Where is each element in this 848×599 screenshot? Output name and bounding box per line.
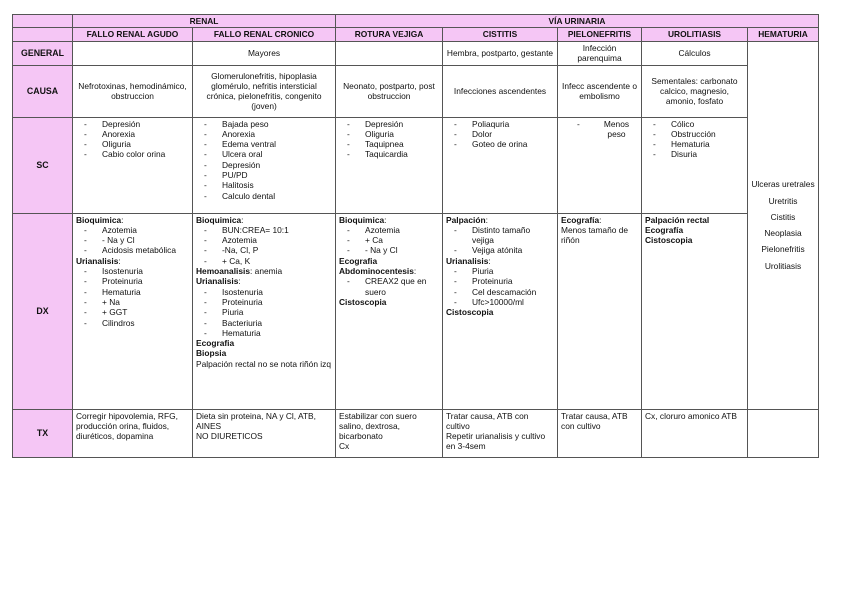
tx-rotura — [336, 409, 443, 457]
sc-pielonefritis — [558, 117, 642, 213]
list-item: - Isostenuria — [204, 287, 332, 297]
list-item: - + Ca — [347, 235, 439, 245]
dx-label: Urianalisis — [446, 255, 489, 266]
list-item: - - Na y Cl — [84, 235, 189, 245]
list-item: - Depresión — [84, 119, 189, 129]
list-item: - Dolor — [454, 129, 554, 139]
list-item: - Depresión — [204, 160, 332, 170]
list-item: - Cel descamación — [454, 287, 554, 297]
dx-label: Urianalisis — [196, 276, 239, 287]
urinary-pathology-table — [12, 14, 819, 458]
corner-cell-2 — [13, 28, 73, 41]
dx-label: Ecografía — [645, 224, 684, 235]
list-item: - Halitosis — [204, 180, 332, 190]
dx-agudo: Bioquimica: - Azotemia - - Na y Cl - Acidosis metabólica Urianalisis: - Isostenuria - Proteinuria - Hematuria - + Na - + GGT - Cilindros — [73, 213, 193, 409]
causa-urolitiasis: Sementales: carbonato calcico, magnesio, amonio, fosfato — [642, 65, 748, 117]
list-item: - Goteo de orina — [454, 139, 554, 149]
row-header-dx: DX — [13, 213, 73, 409]
col-header-fallo-agudo: FALLO RENAL AGUDO — [73, 28, 193, 41]
dx-label: Urianalisis — [76, 255, 119, 266]
list-item: - BUN:CREA= 10:1 — [204, 225, 332, 235]
list-item: - Oliguria — [347, 129, 439, 139]
general-cronico: Mayores — [193, 41, 336, 65]
sc-agudo — [73, 117, 193, 213]
list-item: - Azotemia — [347, 225, 439, 235]
list-item: - CREAX2 que en suero — [347, 276, 439, 297]
list-item: - Ufc>10000/ml — [454, 297, 554, 307]
list-item: - Piuria — [454, 266, 554, 276]
tx-line: Dieta sin proteina, NA y Cl, ATB, AINES — [196, 410, 316, 431]
list-item: - + GGT — [84, 307, 189, 317]
sc-cistitis — [443, 117, 558, 213]
general-cistitis: Hembra, postparto, gestante — [443, 41, 558, 65]
list-item: - + Na — [84, 297, 189, 307]
list-item: - Hematuria — [204, 328, 332, 338]
dx-label: Ecografia — [339, 255, 378, 266]
list-item: - Calculo dental — [204, 191, 332, 201]
list-item: - Proteinuria — [454, 276, 554, 286]
sc-rotura — [336, 117, 443, 213]
dx-label: Biopsia — [196, 348, 227, 359]
list-item: - Poliaquria — [454, 119, 554, 129]
col-header-fallo-cronico: FALLO RENAL CRONICO — [193, 28, 336, 41]
list-item: - Azotemia — [204, 235, 332, 245]
hematuria-cause: Pielonefritis — [761, 244, 805, 255]
hematuria-cause: Urolitiasis — [764, 260, 802, 271]
list-item: - + Ca, K — [204, 256, 332, 266]
dx-value: Palpación rectal no se nota riñón izq — [196, 358, 332, 369]
list-item: - Azotemia — [84, 225, 189, 235]
hematuria-causes-cell — [748, 41, 819, 409]
tx-cronico — [193, 409, 336, 457]
hematuria-cause: Uretritis — [768, 195, 798, 206]
dx-value: Menos tamaño de riñón — [561, 224, 629, 246]
dx-pielonefritis: Ecografía: Menos tamaño de riñón — [558, 213, 642, 409]
tx-pielonefritis: Tratar causa, ATB con cultivo — [558, 409, 642, 457]
dx-label: Hemoanalisis — [196, 266, 250, 277]
dx-label: Ecografia — [196, 338, 235, 349]
list-item: - Piuria — [204, 307, 332, 317]
list-item: - Anorexia — [84, 129, 189, 139]
dx-label: Bioquimica — [339, 214, 385, 225]
col-header-rotura-vejiga: ROTURA VEJIGA — [336, 28, 443, 41]
list-item: - Disuria — [653, 149, 744, 159]
col-header-hematuria: HEMATURIA — [748, 28, 819, 41]
causa-cistitis: Infecciones ascendentes — [443, 65, 558, 117]
tx-line: NO DIURETICOS — [196, 431, 263, 442]
group-header-via-urinaria: VÍA URINARIA — [336, 15, 819, 28]
list-item: - Cólico — [653, 119, 744, 129]
tx-line: Estabilizar con suero salino, dextrosa, bicarbonato — [339, 410, 417, 442]
list-item: - Oliguria — [84, 139, 189, 149]
list-item: - Bajada peso — [204, 119, 332, 129]
corner-cell — [13, 15, 73, 28]
list-item: - Ulcera oral — [204, 149, 332, 159]
list-item: - Cabio color orina — [84, 149, 189, 159]
dx-cronico: Bioquimica: - BUN:CREA= 10:1 - Azotemia - -Na, Cl, P - + Ca, K Hemoanalisis: anemia Urianalisis: - Isostenuria - Proteinuria - Piuria - Bacteriuria - Hematuria Ecografia Biopsia Palpación rectal no se nota riñón izq — [193, 213, 336, 409]
list-item: - Cilindros — [84, 318, 189, 328]
dx-urolitiasis — [642, 213, 748, 409]
causa-pielonefritis: Infecc ascendente o embolismo — [558, 65, 642, 117]
list-item: - Acidosis metabólica — [84, 245, 189, 255]
tx-agudo: Corregir hipovolemia, RFG, producción orina, fluidos, diuréticos, dopamina — [73, 409, 193, 457]
dx-label: Palpación — [446, 214, 486, 225]
dx-label: Palpación rectal — [645, 214, 710, 225]
causa-agudo: Nefrotoxinas, hemodinámico, obstruccion — [73, 65, 193, 117]
tx-line: Tratar causa, ATB con cultivo — [446, 410, 529, 431]
hematuria-cause: Neoplasia — [764, 228, 802, 239]
list-item: - Edema ventral — [204, 139, 332, 149]
list-item: - Taquicardia — [347, 149, 439, 159]
list-item: - Anorexia — [204, 129, 332, 139]
list-item: - - Na y Cl — [347, 245, 439, 255]
list-item: - Proteinuria — [84, 276, 189, 286]
list-item: - Obstrucción — [653, 129, 744, 139]
dx-cistitis: Palpación: - Distinto tamaño vejiga - Vejiga atónita Urianalisis: - Piuria - Proteinuria - Cel descamación - Ufc>10000/ml Cistoscopia — [443, 213, 558, 409]
dx-label: Cistoscopia — [339, 296, 387, 307]
dx-label: Cistoscopia — [446, 307, 494, 318]
dx-label: Bioquimica — [76, 214, 122, 225]
hematuria-cause: Cistitis — [770, 211, 796, 222]
row-header-causa: CAUSA — [13, 65, 73, 117]
list-item: - -Na, Cl, P — [204, 245, 332, 255]
general-rotura — [336, 41, 443, 65]
tx-cistitis — [443, 409, 558, 457]
sc-urolitiasis — [642, 117, 748, 213]
tx-hematuria — [748, 409, 819, 457]
list-item: - Hematuria — [653, 139, 744, 149]
list-item: - Isostenuria — [84, 266, 189, 276]
causa-cronico: Glomerulonefritis, hipoplasia glomérulo, nefritis intersticial crónica, pielonefritis, congenito (joven) — [193, 65, 336, 117]
col-header-cistitis: CISTITIS — [443, 28, 558, 41]
list-item: - Proteinuria — [204, 297, 332, 307]
list-item: - Hematuria — [84, 287, 189, 297]
list-item: - Menos peso — [577, 119, 638, 140]
list-item: - PU/PD — [204, 170, 332, 180]
dx-value: anemia — [254, 266, 283, 277]
tx-line: Cx — [339, 441, 350, 452]
hematuria-cause: Ulceras uretrales — [751, 179, 815, 190]
causa-rotura: Neonato, postparto, post obstruccion — [336, 65, 443, 117]
dx-label: Abdominocentesis — [339, 266, 414, 277]
general-agudo — [73, 41, 193, 65]
col-header-urolitiasis: UROLITIASIS — [642, 28, 748, 41]
dx-label: Cistoscopia — [645, 235, 693, 246]
list-item: - Taquipnea — [347, 139, 439, 149]
dx-label: Bioquimica — [196, 214, 242, 225]
row-header-tx: TX — [13, 409, 73, 457]
dx-label: Ecografía — [561, 214, 600, 225]
sc-cronico — [193, 117, 336, 213]
row-header-sc: SC — [13, 117, 73, 213]
row-header-general: GENERAL — [13, 41, 73, 65]
tx-urolitiasis: Cx, cloruro amonico ATB — [642, 409, 748, 457]
general-urolitiasis: Cálculos — [642, 41, 748, 65]
group-header-renal: RENAL — [73, 15, 336, 28]
tx-line: Repetir urianalisis y cultivo en 3-4sem — [446, 431, 546, 452]
dx-rotura: Bioquimica: - Azotemia - + Ca - - Na y Cl Ecografia Abdominocentesis: - CREAX2 que en suero Cistoscopia — [336, 213, 443, 409]
general-pielonefritis: Infección parenquima — [558, 41, 642, 65]
list-item: - Distinto tamaño vejiga — [454, 225, 554, 246]
list-item: - Depresión — [347, 119, 439, 129]
col-header-pielonefritis: PIELONEFRITIS — [558, 28, 642, 41]
list-item: - Bacteriuria — [204, 318, 332, 328]
list-item: - Vejiga atónita — [454, 245, 554, 255]
